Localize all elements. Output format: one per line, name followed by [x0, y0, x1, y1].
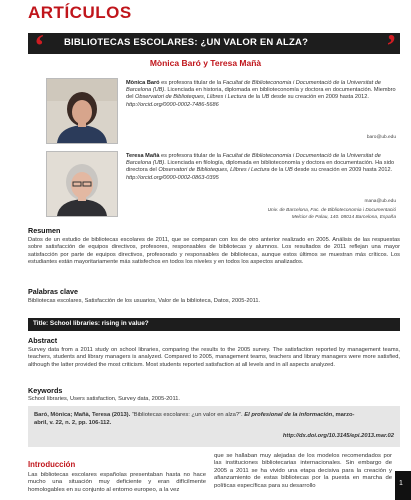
author-photo-baro: [46, 78, 118, 144]
close-quote-mark: ’: [386, 27, 397, 63]
citation-date: , marzo-: [332, 412, 355, 418]
open-quote-mark: ‘: [34, 27, 45, 63]
faculty-name: Facultat de Biblioteconomia i Documentació de la Universitat de Barcelona (UB): [126, 153, 381, 167]
page-tab-label: 1: [399, 480, 403, 487]
orcid-link[interactable]: http://orcid.org/0000-0002-0863-0395: [126, 174, 219, 181]
citation-volume: abril, v. 22, n. 2, pp. 106-112.: [34, 420, 112, 426]
intro-right-column: que se hallaban muy alejadas de los modelos recomendados por las instituciones bibliotecarias internacionales. Sin embargo de 2005 a 2011 se ha vivido una etapa decisiva para la creación y afianzamiento de estas bibliotecas por la puesta en marcha de políticas específicas para su desarrollo: [214, 453, 392, 489]
ub-abbrev: UB: [284, 167, 293, 174]
article-title: BIBLIOTECAS ESCOLARES: ¿UN VALOR EN ALZA?: [64, 37, 309, 48]
citation-text: [34, 411, 394, 427]
email-baro[interactable]: baro@ub.edu: [366, 135, 396, 140]
bio-text: . Licenciada en historia, diplomada en biblioteconomía y doctora en documentación. Miembro del: [126, 87, 396, 101]
english-title-bar: [28, 318, 400, 331]
ub-abbrev: UB: [261, 94, 270, 101]
author-name: Mònica Baró: [126, 80, 160, 86]
citation-journal: El profesional de la información: [244, 412, 333, 418]
palabras-text: Bibliotecas escolares, Satisfacción de los usuarios, Valor de la biblioteca, Datos, 2005-2011.: [28, 298, 261, 304]
article-authors: Mònica Baró y Teresa Mañà: [149, 58, 262, 68]
affiliation-line: Melcior de Palau, 140. 08014 Barcelona, España: [291, 214, 396, 220]
orcid-link[interactable]: http://orcid.org/0000-0002-7486-5686: [126, 101, 219, 108]
faculty-name: Facultat de Biblioteconomia i Documentació de la Universitat de Barcelona (UB): [126, 80, 381, 94]
intro-left-column: Las bibliotecas escolares españolas presentaban hasta no hace mucho una situación muy deficiente y eran difícilmente homologables en su conjunto al entorno europeo, a la vez: [28, 472, 206, 493]
bio-mana: [126, 153, 396, 182]
doi-link[interactable]: http://dx.doi.org/10.3145/epi.2013.mar.02: [282, 433, 394, 439]
bio-text: desde su creación en 2009 hasta 2012.: [292, 167, 393, 174]
resumen-heading: Resumen: [28, 226, 61, 235]
citation-box: [28, 406, 400, 447]
bio-text: de la: [269, 167, 285, 174]
observatory-name: Observatori de Biblioteques, Llibres i Lectura: [158, 167, 270, 174]
author-photo-mana: [46, 151, 118, 217]
intro-heading: Introducción: [28, 460, 76, 469]
email-mana[interactable]: mana@ub.edu: [364, 199, 396, 204]
section-label: ARTÍCULOS: [28, 3, 132, 22]
bio-text: de la: [246, 94, 262, 101]
citation-authors: Baró, Mònica; Mañà, Teresa (2013).: [34, 412, 131, 418]
bio-text: es profesora titular de la: [159, 153, 223, 159]
palabras-heading: Palabras clave: [28, 287, 78, 296]
resumen-text: Datos de un estudio de bibliotecas escolares de 2011, que se comparan con los de otro anterior realizado en 2005. Análisis de las respuestas sobre satisfacción de equipos directivos, profesores, responsables de bibliotecas y alumnos. Los resultados de 2011 reflejan una mayor satisfacción por parte de equipos directivos, profesorado y responsables de bibliotecas, aunque estos últimos se muestran más críticos. Los estudiantes están mayoritariamente más satisfechos en todos los niveles y en todos los aspectos analizados.: [28, 237, 400, 266]
keywords-text: School libraries, Users satisfaction, Survey data, 2005-2011.: [28, 396, 180, 402]
bio-text: desde su creación en 2009 hasta 2012.: [269, 94, 369, 101]
abstract-heading: Abstract: [28, 336, 58, 345]
portrait-image: [47, 152, 117, 216]
author-name: Teresa Mañà: [126, 153, 160, 159]
keywords-heading: Keywords: [28, 386, 63, 395]
observatory-name: Observatori de Biblioteques, Llibres i Lectura: [135, 94, 247, 101]
affiliation-line: Univ. de Barcelona, Fac. de Biblioteconomia i Documentació: [267, 208, 396, 213]
english-title: Title: School libraries: rising in value?: [33, 320, 149, 327]
abstract-text: Survey data from a 2011 study on school libraries, comparing the results to the 2005 survey. The satisfaction reported by management teams, teachers, students and library managers is analyzed. Compared to 2005, management teams, teachers and library managers were more satisfied, although the latter provided the most criticism. Most students reported satisfaction at all levels and in all aspects analyzed.: [28, 347, 400, 368]
affiliation: [200, 208, 396, 221]
bio-baro: [126, 80, 396, 109]
bio-text: . Licenciada en filología, diplomada en biblioteconomía y doctora en documentación. Ha sido directora del: [126, 160, 395, 174]
citation-article: “Bibliotecas escolares: ¿un valor en alza?”.: [130, 412, 245, 418]
page-tab: [395, 471, 411, 500]
bio-text: es profesora titular de la: [159, 80, 223, 86]
portrait-image: [47, 79, 117, 143]
